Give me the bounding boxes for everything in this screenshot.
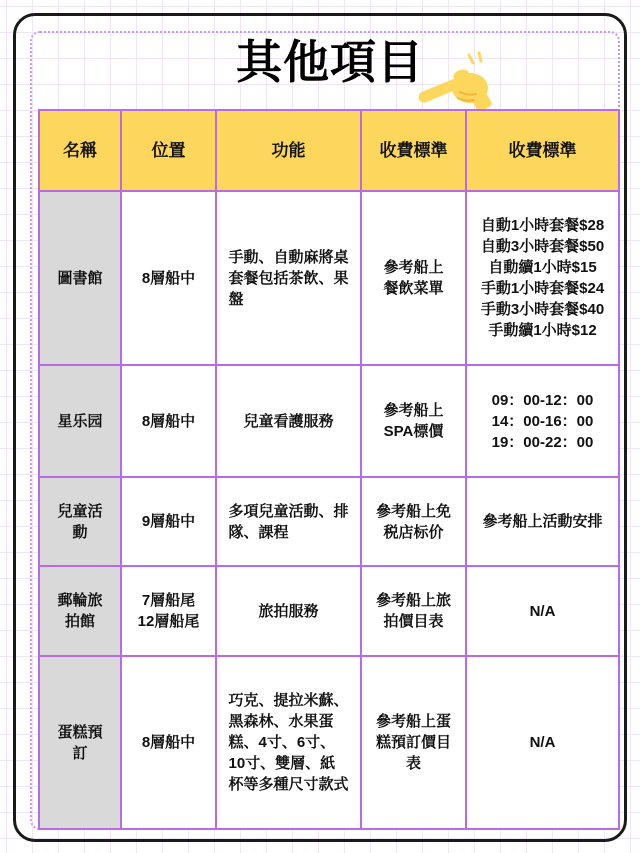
name-text: 星乐园 [57, 412, 103, 430]
header-name-label: 名稱 [63, 140, 97, 160]
location-text: 9層船中 [141, 513, 196, 530]
function-text: 多項兒童活動、排 隊、課程 [228, 502, 349, 541]
function-cell [216, 365, 361, 477]
price-details-text: 自動1小時套餐$28 自動3小時套餐$50 自動續1小時$15 手動1小時套餐$24 手動3小時套餐$40 手動續1小時$12 [480, 217, 605, 339]
header-price-details-label: 收費標準 [508, 140, 577, 160]
page-title: 其他項目 [236, 36, 424, 88]
name-text: 郵輪旅 拍館 [57, 592, 103, 630]
price-reference-cell [361, 566, 466, 656]
table-header-row [39, 110, 619, 191]
table-row [39, 566, 619, 656]
table-row [39, 365, 619, 477]
location-cell [121, 365, 216, 477]
table-row [39, 656, 619, 829]
price-details-text: 參考船上活動安排 [482, 513, 603, 530]
price-details-text: N/A [529, 734, 556, 751]
price-reference-cell [361, 656, 466, 829]
name-cell [39, 477, 121, 566]
price-details-cell [466, 365, 619, 477]
function-text: 手動、自動麻將桌 套餐包括茶飲、果 盤 [228, 248, 349, 308]
location-cell [121, 477, 216, 566]
function-text: 巧克、提拉米蘇、 黑森林、水果蛋 糕、4寸、6寸、 10寸、雙層、紙 杯等多種尺寸款式 [228, 692, 349, 793]
price-reference-cell [361, 365, 466, 477]
location-text: 8層船中 [141, 734, 196, 751]
location-text: 7層船尾 12層船尾 [137, 592, 200, 630]
table-row [39, 477, 619, 566]
price-details-cell [466, 477, 619, 566]
price-details-text: 09：00-12：00 14：00-16：00 19：00-22：00 [491, 391, 594, 451]
name-cell [39, 656, 121, 829]
items-table [38, 109, 620, 830]
pointing-hand-icon [414, 50, 494, 112]
name-text: 兒童活 動 [57, 502, 103, 541]
name-cell [39, 566, 121, 656]
name-cell [39, 191, 121, 365]
location-text: 8層船中 [141, 412, 196, 430]
price-reference-text: 參考船上蛋 糕預訂價目 表 [375, 713, 451, 772]
header-cell-price-details [466, 110, 619, 191]
header-cell-location [121, 110, 216, 191]
header-location-label: 位置 [151, 140, 186, 160]
price-details-text: N/A [529, 602, 556, 620]
price-reference-text: 參考船上 餐飲菜單 [383, 259, 444, 297]
price-details-cell [466, 566, 619, 656]
function-cell [216, 656, 361, 829]
name-text: 圖書館 [57, 269, 103, 287]
header-cell-function [216, 110, 361, 191]
name-cell [39, 365, 121, 477]
price-reference-text: 參考船上旅 拍價目表 [375, 592, 451, 630]
function-cell [216, 191, 361, 365]
price-reference-cell [361, 191, 466, 365]
price-details-cell [466, 191, 619, 365]
price-details-cell [466, 656, 619, 829]
header-cell-name [39, 110, 121, 191]
price-reference-text: 參考船上 SPA標價 [383, 402, 444, 440]
function-cell [216, 566, 361, 656]
location-cell [121, 566, 216, 656]
table-row [39, 191, 619, 365]
price-reference-cell [361, 477, 466, 566]
price-reference-text: 參考船上免 税店标价 [375, 502, 451, 541]
header-function-label: 功能 [271, 140, 306, 160]
function-text: 兒童看護服務 [243, 412, 334, 430]
location-text: 8層船中 [141, 269, 196, 287]
name-text: 蛋糕預 訂 [57, 723, 103, 762]
header-cell-price-reference [361, 110, 466, 191]
function-cell [216, 477, 361, 566]
header-price-reference-label: 收費標準 [379, 140, 448, 160]
function-text: 旅拍服務 [258, 602, 319, 620]
location-cell [121, 191, 216, 365]
location-cell [121, 656, 216, 829]
